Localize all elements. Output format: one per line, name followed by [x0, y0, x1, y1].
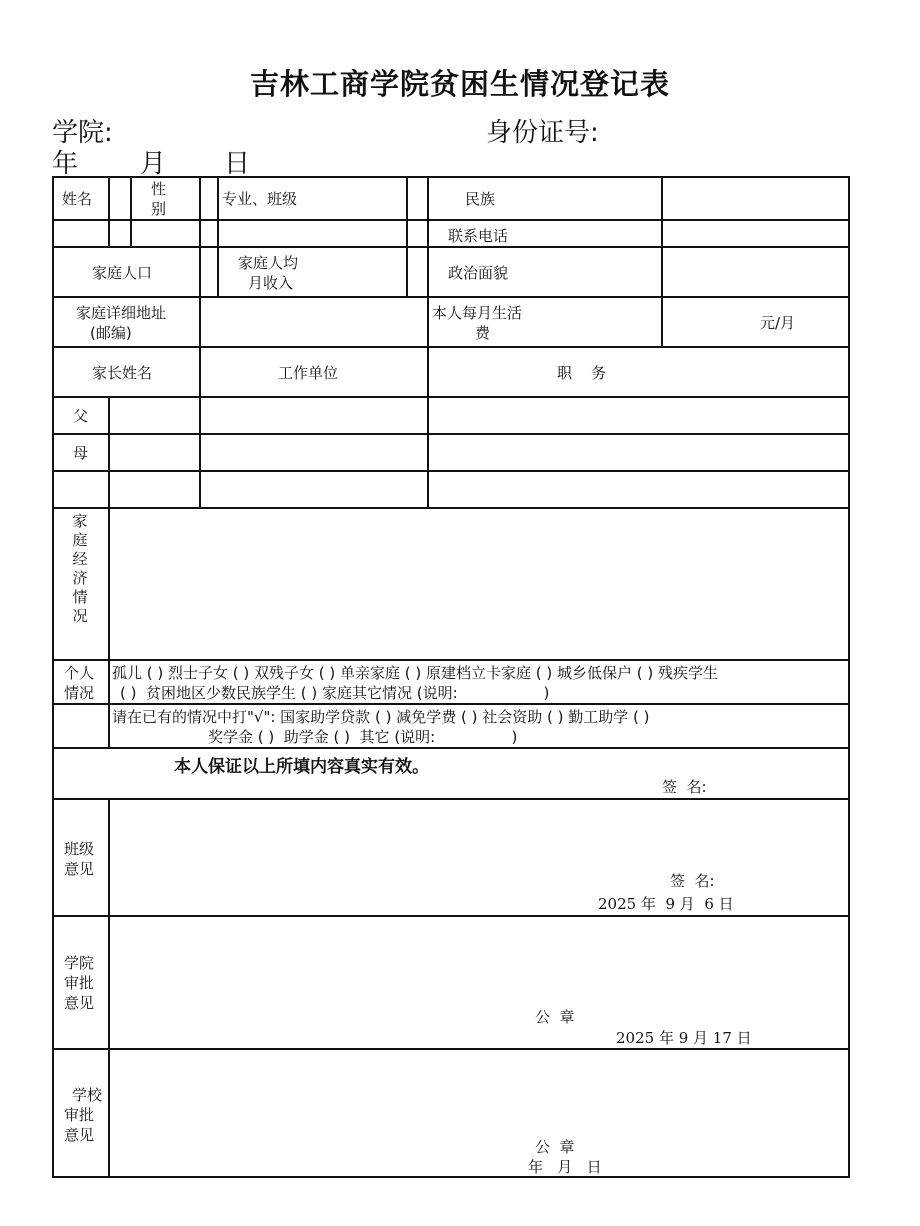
class-opinion-label-top: 班级 — [64, 840, 95, 858]
family-economy-char: 济 — [72, 569, 88, 587]
school-approval-label-1: 学校 — [72, 1086, 103, 1104]
truthfulness-statement: 本人保证以上所填内容真实有效。 — [174, 757, 429, 777]
rule — [52, 433, 850, 435]
income-label-bottom: 月收入 — [248, 274, 294, 292]
family-size-label: 家庭人口 — [92, 264, 153, 282]
rule — [217, 176, 219, 296]
rule — [130, 176, 132, 246]
school-approval-date: 年 月 日 — [528, 1158, 602, 1176]
rule — [52, 1048, 850, 1050]
personal-situation-label-top: 个人 — [64, 664, 95, 682]
rule — [108, 798, 110, 1178]
rule — [52, 470, 850, 472]
family-economy-char: 经 — [72, 550, 88, 568]
rule — [52, 798, 850, 800]
name-label: 姓名 — [62, 190, 93, 208]
date-month-label: 月 — [140, 149, 167, 179]
personal-situation-label-bottom: 情况 — [64, 684, 95, 702]
college-label: 学院: — [52, 118, 113, 148]
rule — [52, 396, 850, 398]
rule — [661, 176, 663, 346]
school-approval-label-3: 意见 — [64, 1126, 95, 1144]
rule — [52, 915, 850, 917]
political-status-label: 政治面貌 — [448, 264, 509, 282]
workplace-header: 工作单位 — [278, 364, 339, 382]
parent-name-header: 家长姓名 — [92, 364, 153, 382]
class-signature-label: 签 名: — [670, 872, 715, 890]
id-number-label: 身份证号: — [486, 118, 599, 148]
date-year-label: 年 — [52, 149, 79, 179]
personal-situation-options-line1: 孤儿 ( ) 烈士子女 ( ) 双残子女 ( ) 单亲家庭 ( ) 原建档立卡家庭 ( ) 城乡低保户 ( ) 残疾学生 — [112, 664, 719, 682]
family-economy-char: 况 — [72, 607, 88, 625]
father-label: 父 — [73, 407, 89, 425]
address-label-top: 家庭详细地址 — [76, 304, 167, 322]
rule — [52, 246, 850, 248]
family-economy-label — [70, 512, 90, 626]
college-approval-label-2: 审批 — [64, 974, 95, 992]
position-header: 职 务 — [557, 364, 607, 382]
school-approval-label-2: 审批 — [64, 1106, 95, 1124]
gender-label-bottom: 别 — [151, 200, 167, 218]
college-approval-label-1: 学院 — [64, 954, 95, 972]
rule — [427, 176, 429, 507]
major-class-label: 专业、班级 — [222, 190, 298, 208]
living-cost-label-bottom: 费 — [475, 324, 491, 342]
rule — [52, 659, 850, 661]
rule — [52, 507, 850, 509]
gender-label-top: 性 — [151, 180, 167, 198]
personal-situation-options-line2: ( ) 贫困地区少数民族学生 ( ) 家庭其它情况 (说明: ) — [120, 684, 550, 702]
family-economy-char: 情 — [72, 588, 88, 606]
rule — [108, 176, 110, 246]
address-label-bottom: (邮编) — [90, 324, 132, 342]
student-signature-label: 签 名: — [662, 778, 707, 796]
rule — [52, 346, 850, 348]
class-opinion-date: 2025 年 9 月 6 日 — [598, 895, 734, 913]
rule — [52, 219, 850, 221]
college-seal-label: 公 章 — [535, 1008, 575, 1026]
ethnicity-label: 民族 — [465, 190, 496, 208]
family-economy-char: 庭 — [72, 531, 88, 549]
rule — [406, 176, 408, 296]
yuan-per-month-unit: 元/月 — [760, 314, 796, 332]
income-label-top: 家庭人均 — [238, 254, 299, 272]
rule — [199, 176, 201, 507]
college-approval-label-3: 意见 — [64, 994, 95, 1012]
school-seal-label: 公 章 — [535, 1138, 575, 1156]
rule — [108, 396, 110, 747]
college-approval-date: 2025 年 9 月 17 日 — [616, 1029, 752, 1047]
mother-label: 母 — [73, 444, 89, 462]
family-economy-char: 家 — [72, 512, 88, 530]
aid-options-line2: 奖学金 ( ) 助学金 ( ) 其它 (说明: ) — [208, 728, 518, 746]
rule — [52, 703, 850, 705]
class-opinion-label-bottom: 意见 — [64, 860, 95, 878]
living-cost-label-top: 本人每月生活 — [432, 304, 523, 322]
rule — [52, 747, 850, 749]
rule — [52, 296, 850, 298]
aid-options-line1: 请在已有的情况中打"√": 国家助学贷款 ( ) 减免学费 ( ) 社会资助 ( ) 勤工助学 ( ) — [112, 708, 650, 726]
form-title: 吉林工商学院贫困生情况登记表 — [249, 67, 670, 101]
phone-label: 联系电话 — [448, 227, 509, 245]
date-day-label: 日 — [224, 149, 251, 179]
